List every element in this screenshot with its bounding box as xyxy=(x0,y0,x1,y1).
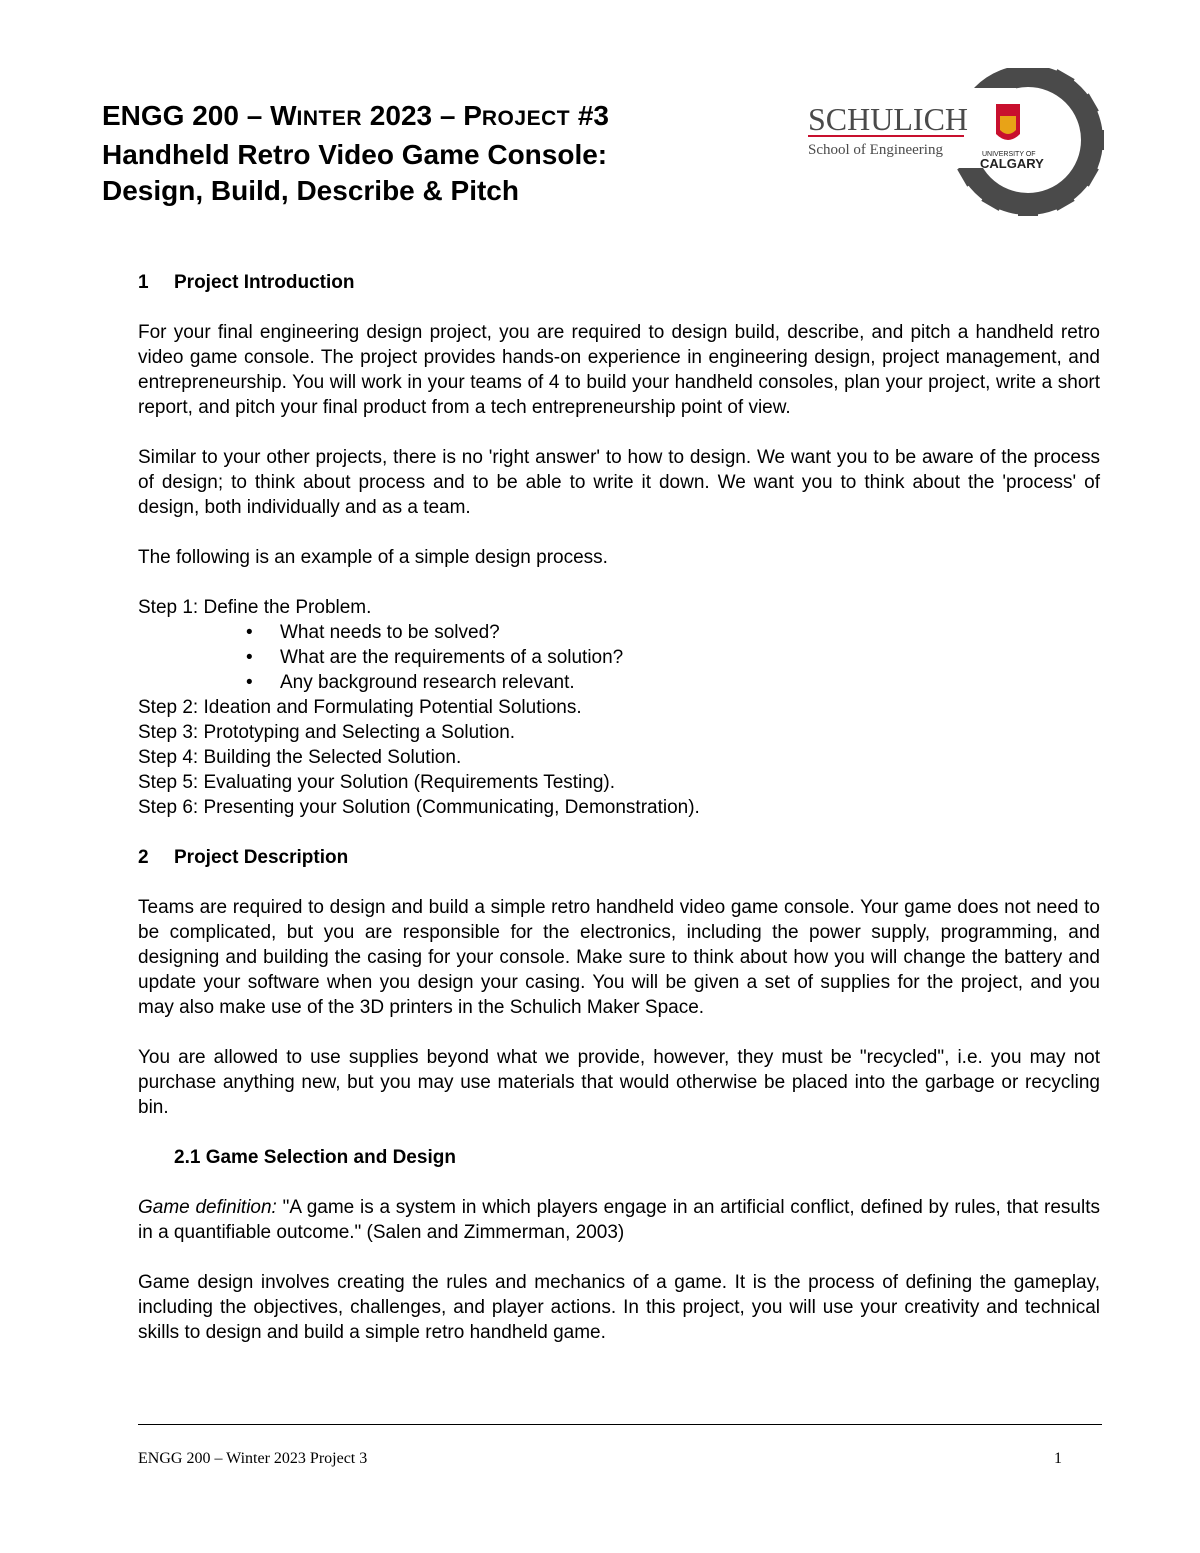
bullet-item: • What are the requirements of a solution? xyxy=(138,645,1100,670)
document-body xyxy=(138,270,1100,1345)
section-1-paragraph-2: Similar to your other projects, there is no 'right answer' to how to design. We want you to be aware of the process of design; to think about process and to be able to write it down. We want you to think about the 'process' of design, both individually and as a team. xyxy=(138,447,1100,518)
step-5: Step 5: Evaluating your Solution (Requirements Testing). xyxy=(138,772,616,793)
section-1-paragraph-3: The following is an example of a simple design process. xyxy=(138,547,608,568)
section-2-heading: 2 Project Description xyxy=(138,847,349,868)
step-1-bullets xyxy=(138,620,1100,695)
title-line-2: Handheld Retro Video Game Console: xyxy=(102,139,608,170)
footer-divider xyxy=(138,1424,1102,1425)
footer-text: ENGG 200 – Winter 2023 Project 3 xyxy=(138,1450,368,1467)
section-2-paragraph-2: You are allowed to use supplies beyond what we provide, however, they must be "recycled", i.e. you may not purchase anything new, but you may use materials that would otherwise be placed into the garbage or recycling bin. xyxy=(138,1047,1100,1118)
section-2-1-heading: 2.1 Game Selection and Design xyxy=(174,1147,456,1168)
title-line-3: Design, Build, Describe & Pitch xyxy=(102,175,519,206)
section-1-paragraph-1: For your final engineering design project, you are required to design build, describe, and pitch a handheld retro video game console. The project provides hands-on experience in engineering design, project management, and entrepreneurship. You will work in your teams of 4 to build your handheld consoles, plan your project, write a short report, and pitch your final product from a tech entrepreneurship point of view. xyxy=(138,322,1100,418)
step-1: Step 1: Define the Problem. xyxy=(138,597,372,618)
logo-name: SCHULICH xyxy=(808,101,969,137)
game-definition xyxy=(138,1195,1100,1245)
game-definition-text: "A game is a system in which players engage in an artificial conflict, defined by rules, that results in a quantifiable outcome." (Salen and Zimmerman, 2003) xyxy=(138,1197,1100,1243)
page-number: 1 xyxy=(1054,1450,1062,1467)
bullet-item: • What needs to be solved? xyxy=(138,620,1100,645)
bullet-item: • Any background research relevant. xyxy=(138,670,1100,695)
crest-icon xyxy=(996,104,1020,140)
page-footer xyxy=(138,1450,1062,1468)
logo-sub: School of Engineering xyxy=(808,142,943,158)
section-2-1-paragraph-1: Game design involves creating the rules and mechanics of a game. It is the process of defining the gameplay, including the objectives, challenges, and player actions. In this project, you will use your creativity and technical skills to design and build a simple retro handheld game. xyxy=(138,1272,1100,1343)
step-3: Step 3: Prototyping and Selecting a Solution. xyxy=(138,722,516,743)
schulich-logo xyxy=(806,68,1106,218)
section-2-paragraph-1: Teams are required to design and build a simple retro handheld video game console. Your game does not need to be complicated, but you are responsible for the electronics, including the power supply, programming, and designing and building the casing for your console. Make sure to think about how you will change the battery and update your software when you design your casing. You will be given a set of supplies for the project, and you may also make use of the 3D printers in the Schulich Maker Space. xyxy=(138,897,1100,1018)
step-6: Step 6: Presenting your Solution (Communicating, Demonstration). xyxy=(138,797,700,818)
document-title xyxy=(102,98,609,209)
section-1-heading: 1 Project Introduction xyxy=(138,272,355,293)
title-line-1: ENGG 200 – WINTER 2023 – PROJECT #3 xyxy=(102,100,610,131)
step-2: Step 2: Ideation and Formulating Potential Solutions. xyxy=(138,697,582,718)
logo-univ-top: UNIVERSITY OF xyxy=(982,151,1036,158)
logo-univ-bottom: CALGARY xyxy=(980,156,1044,171)
game-definition-label: Game definition: xyxy=(138,1197,277,1218)
step-4: Step 4: Building the Selected Solution. xyxy=(138,747,462,768)
